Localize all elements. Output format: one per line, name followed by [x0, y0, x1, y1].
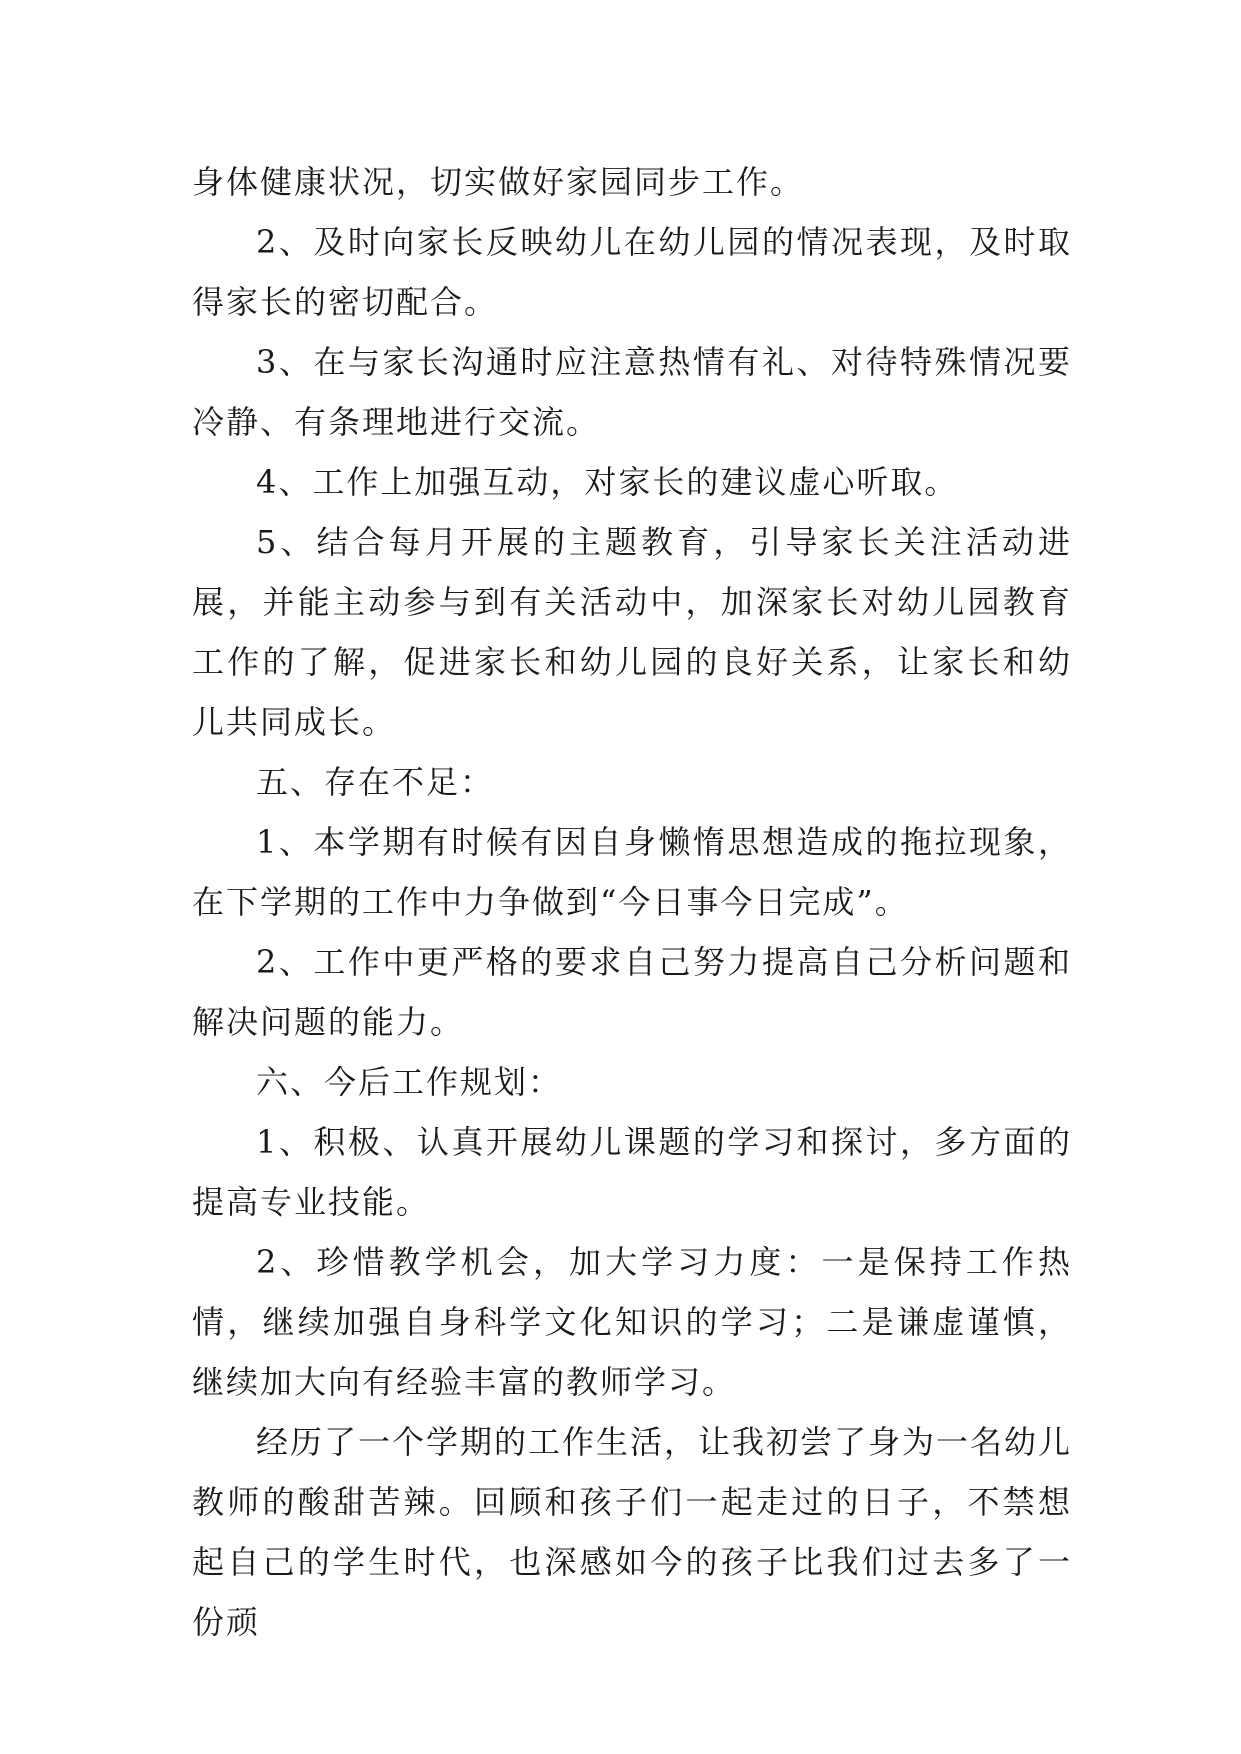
- section-heading-shortcomings: 五、存在不足：: [256, 763, 495, 801]
- document-body: [192, 152, 1072, 1652]
- paragraph-plan-1: 1、积极、认真开展幼儿课题的学习和探讨，多方面的提高专业技能。: [192, 1123, 1072, 1221]
- section-heading-future-plan: 六、今后工作规划：: [256, 1063, 563, 1101]
- paragraph-parent-communication: 3、在与家长沟通时应注意热情有礼、对待特殊情况要冷静、有条理地进行交流。: [192, 343, 1072, 441]
- paragraph-shortcoming-2: 2、工作中更严格的要求自己努力提高自己分析问题和解决问题的能力。: [192, 943, 1072, 1041]
- paragraph-conclusion: 经历了一个学期的工作生活，让我初尝了身为一名幼儿教师的酸甜苦辣。回顾和孩子们一起走过的日子，不禁想起自己的学生时代，也深感如今的孩子比我们过去多了一份顽: [192, 1423, 1073, 1641]
- paragraph-interaction: 4、工作上加强互动，对家长的建议虚心听取。: [256, 463, 959, 501]
- paragraph-plan-2: 2、珍惜教学机会，加大学习力度：一是保持工作热情，继续加强自身科学文化知识的学习；二是谦虚谨慎，继续加大向有经验丰富的教师学习。: [192, 1243, 1072, 1401]
- paragraph-shortcoming-1: 1、本学期有时候有因自身懒惰思想造成的拖拉现象，在下学期的工作中力争做到“今日事今日完成”。: [192, 823, 1072, 921]
- paragraph-parent-feedback: 2、及时向家长反映幼儿在幼儿园的情况表现，及时取得家长的密切配合。: [192, 223, 1072, 321]
- paragraph-continuation: 身体健康状况，切实做好家园同步工作。: [192, 163, 805, 201]
- paragraph-theme-education: 5、结合每月开展的主题教育，引导家长关注活动进展，并能主动参与到有关活动中，加深家长对幼儿园教育工作的了解，促进家长和幼儿园的良好关系，让家长和幼儿共同成长。: [192, 523, 1072, 741]
